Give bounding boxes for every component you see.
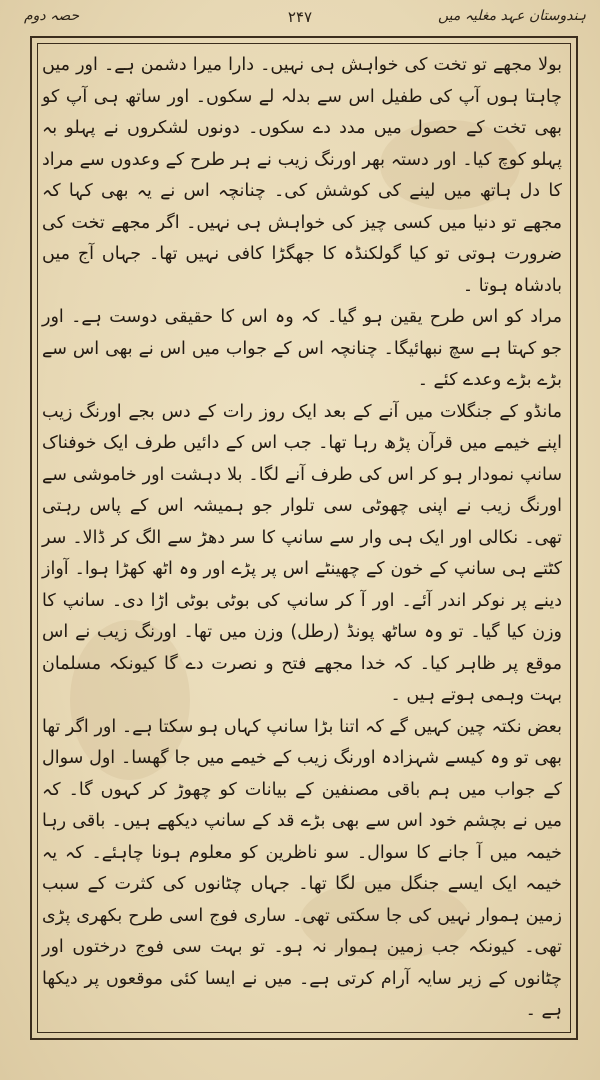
- paragraph-3: مانڈو کے جنگلات میں آنے کے بعد ایک روز رات کے دس بجے اورنگ زیب اپنے خیمے میں قرآن پڑھ رہا تھا۔ جب اس کے دائیں طرف ایک خوفناک سانپ نمودار ہو کر اس کی طرف آنے لگا۔ بلا دہشت اور خاموشی سے اورنگ زیب نے اپنی چھوٹی سی تلوار جو ہمیشہ اس کے پاس رہتی تھی۔ نکالی اور ایک ہی وار سے سانپ کا سر دھڑ سے الگ کر ڈالا۔ سر کٹتے ہی سانپ کے خون کے چھینٹے اس پر پڑے اور وہ اٹھ کھڑا ہوا۔ آواز دینے پر نوکر اندر آئے۔ اور آ کر سانپ کی بوٹی بوٹی اڑا دی۔ سانپ کا وزن کیا گیا۔ تو وہ ساٹھ پونڈ (رطل) وزن میں تھا۔ اورنگ زیب نے اس موقع پر ظاہر کیا۔ کہ خدا مجھے فتح و نصرت دے گا کیونکہ مسلمان بہت وہمی ہوتے ہیں ۔: [42, 401, 562, 705]
- paragraph-1: بولا مجھے تو تخت کی خواہش ہی نہیں۔ دارا میرا دشمن ہے۔ اور میں چاہتا ہوں آپ کی طفیل اس سے بدلہ لے سکوں۔ اور ساتھ ہی آپ کو بھی تخت کے حصول میں مدد دے سکوں۔ دونوں لشکروں نے پہلو بہ پہلو کوچ کیا۔ اور دستہ بھر اورنگ زیب نے ہر طرح کے وعدوں سے مراد کا دل ہاتھ میں لینے کی کوشش کی۔ چنانچہ اس نے یہ بھی کہا کہ مجھے تو دنیا میں کسی چیز کی خواہش ہی نہیں۔ اگر مجھے تخت کی ضرورت ہوتی تو کیا گولکنڈہ کا جھگڑا کافی نہیں تھا۔ جہاں آج میں بادشاہ ہوتا ۔: [42, 55, 562, 296]
- header-title: ہندوستان عہد مغلیہ میں: [438, 8, 586, 24]
- running-header: [10, 6, 590, 32]
- header-section: حصہ دوم: [24, 8, 80, 24]
- paragraph-2: مراد کو اس طرح یقین ہو گیا۔ کہ وہ اس کا حقیقی دوست ہے۔ اور جو کہتا ہے سچ نبھائیگا۔ چنانچہ اس کے جواب میں اس نے بھی اس سے بڑے بڑے وعدے کئے ۔: [42, 307, 562, 390]
- page-number: ۲۴۷: [287, 8, 313, 26]
- body-text: [42, 50, 562, 1030]
- paragraph-4: بعض نکتہ چین کہیں گے کہ اتنا بڑا سانپ کہاں ہو سکتا ہے۔ اور اگر تھا بھی تو وہ کیسے شہزادہ اورنگ زیب کے خیمے میں جا گھسا۔ اول سوال کے جواب میں ہم باقی مصنفین کے بیانات کو چھوڑ کر کہوں گا۔ کہ میں نے بچشم خود اس سے بھی بڑے قد کے سانپ دیکھے ہیں۔ باقی رہا خیمہ میں آ جانے کا سوال۔ سو ناظرین کو معلوم ہونا چاہئے۔ کہ یہ خیمہ ایک ایسے جنگل میں لگا تھا۔ جہاں چٹانوں کی کثرت کے سبب زمین ہموار نہیں کی جا سکتی تھی۔ ساری فوج اسی طرح بکھری پڑی تھی۔ کیونکہ جب زمین ہموار نہ ہو۔ تو بہت سی فوج درختوں اور چٹانوں کے زیر سایہ آرام کرتی ہے۔ میں نے ایسا کئی موقعوں پر دیکھا ہے ۔: [42, 716, 562, 1020]
